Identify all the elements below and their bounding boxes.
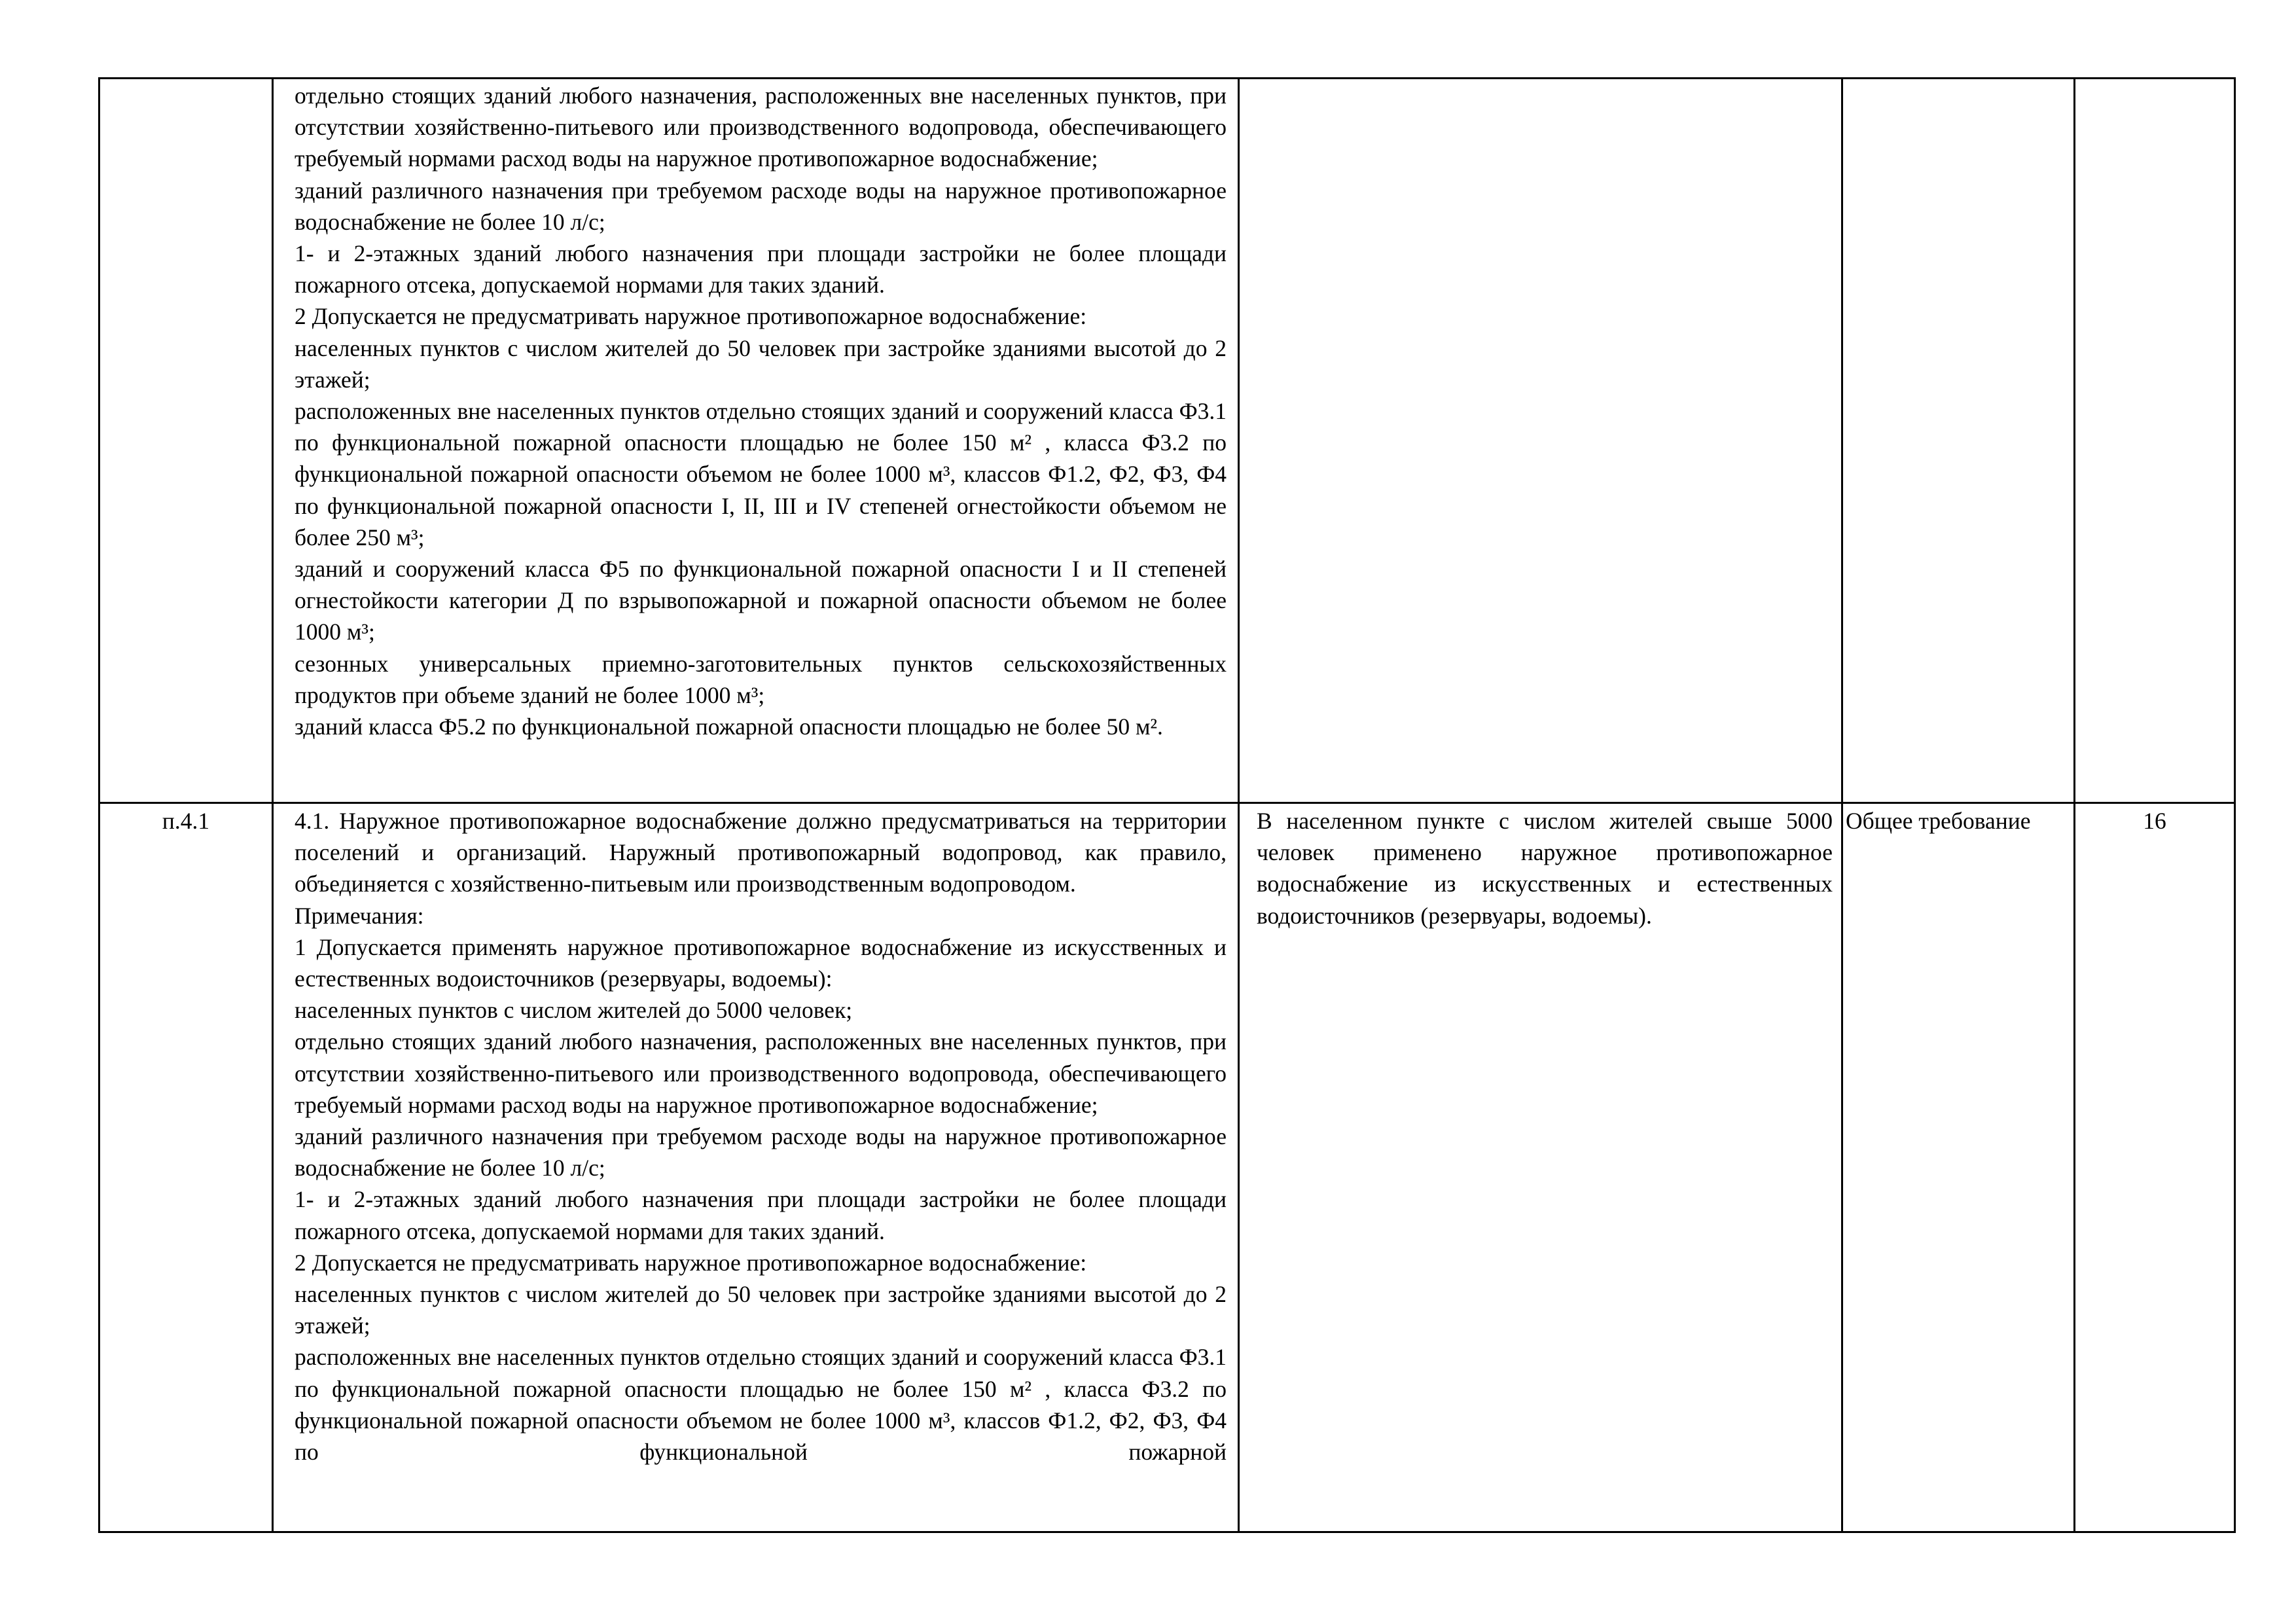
requirements-table — [98, 77, 2236, 1533]
requirement-paragraph: зданий и сооружений класса Ф5 по функциональной пожарной опасности I и II степеней огнестойкости категории Д по взрывопожарной и пожарной опасности объемом не более 1000 м³; — [295, 556, 1227, 645]
row-divider — [98, 802, 2236, 804]
requirement-paragraph: 4.1. Наружное противопожарное водоснабжение должно предусматриваться на территории поселений и организаций. Наружный противопожарный водопровод, как правило, объединяется с хозяйственно-питьевым или производственным водопроводом. — [295, 808, 1227, 897]
requirement-paragraph: расположенных вне населенных пунктов отдельно стоящих зданий и сооружений класса Ф3.1 по функциональной пожарной опасности площадью не более 150 м² , класса Ф3.2 по функциональной пожарной опасности объемом не более 1000 м³, классов Ф1.2, Ф2, Ф3, Ф4 по функциональной пожарной опасности I, II, III и IV степеней огнестойкости объемом не более 250 м³; — [295, 398, 1227, 550]
column-divider — [2073, 77, 2075, 1533]
table-row-1-ref-cell — [102, 81, 270, 800]
page-number: 16 — [2143, 808, 2166, 834]
requirement-paragraph: расположенных вне населенных пунктов отдельно стоящих зданий и сооружений класса Ф3.1 по функциональной пожарной опасности площадью не более 150 м² , класса Ф3.2 по функциональной пожарной опасности объемом не более 1000 м³, классов Ф1.2, Ф2, Ф3, Ф4 по функциональной пожарной — [295, 1344, 1227, 1466]
requirement-paragraph: 1 Допускается применять наружное противопожарное водоснабжение из искусственных и естественных водоисточников (резервуары, водоемы): — [295, 933, 1227, 992]
requirement-paragraph: отдельно стоящих зданий любого назначения, расположенных вне населенных пунктов, при отсутствии хозяйственно-питьевого или производственного водопровода, обеспечивающего требуемый нормами расход воды на наружное противопожарное водоснабжение; — [295, 82, 1227, 172]
requirement-paragraph: 1- и 2-этажных зданий любого назначения при площади застройки не более площади пожарного отсека, допускаемой нормами для таких зданий. — [295, 1186, 1227, 1244]
requirement-paragraph: населенных пунктов с числом жителей до 50 человек при застройке зданиями высотой до 2 этажей; — [295, 1281, 1227, 1339]
table-row-2-page-cell — [2077, 805, 2232, 1529]
column-divider — [1238, 77, 1240, 1533]
table-border-left — [98, 77, 100, 1533]
requirement-paragraph: 2 Допускается не предусматривать наружное противопожарное водоснабжение: — [295, 303, 1087, 330]
requirement-paragraph: зданий различного назначения при требуемом расходе воды на наружное противопожарное водоснабжение не более 10 л/с; — [295, 177, 1227, 235]
column-divider — [1841, 77, 1843, 1533]
column-divider — [272, 77, 274, 1533]
table-row-1-note-cell — [1846, 80, 2072, 800]
requirement-paragraph: населенных пунктов с числом жителей до 50 человек при застройке зданиями высотой до 2 этажей; — [295, 334, 1227, 393]
requirement-paragraph: отдельно стоящих зданий любого назначения, расположенных вне населенных пунктов, при отсутствии хозяйственно-питьевого или производственного водопровода, обеспечивающего требуемый нормами расход воды на наружное противопожарное водоснабжение; — [295, 1028, 1227, 1118]
requirement-paragraph: зданий различного назначения при требуемом расходе воды на наружное противопожарное водоснабжение не более 10 л/с; — [295, 1123, 1227, 1182]
table-row-1-page-cell — [2077, 80, 2232, 800]
requirement-type: Общее требование — [1846, 808, 2031, 834]
table-border-bottom — [98, 1531, 2236, 1533]
table-border-right — [2234, 77, 2236, 1533]
table-row-2-ref-cell — [102, 805, 270, 1529]
table-row-2-note-cell — [1846, 805, 2072, 1529]
table-border-top — [98, 77, 2236, 79]
table-row-1-requirement-cell — [295, 80, 1227, 800]
design-solution-text: В населенном пункте с числом жителей свыше 5000 человек применено наружное противопожарное водоснабжение из искусственных и естественных водоисточников (резервуары, водоемы). — [1257, 808, 1833, 929]
table-row-2-requirement-cell — [295, 805, 1227, 1529]
requirement-paragraph: 1- и 2-этажных зданий любого назначения при площади застройки не более площади пожарного отсека, допускаемой нормами для таких зданий. — [295, 240, 1227, 298]
requirement-paragraph: 2 Допускается не предусматривать наружное противопожарное водоснабжение: — [295, 1249, 1087, 1276]
table-row-2-solution-cell — [1257, 805, 1833, 1529]
requirement-paragraph: Примечания: — [295, 902, 424, 929]
table-row-1-solution-cell — [1257, 80, 1833, 800]
clause-reference: п.4.1 — [162, 808, 210, 834]
requirement-paragraph: зданий класса Ф5.2 по функциональной пожарной опасности площадью не более 50 м². — [295, 713, 1163, 740]
requirement-paragraph: сезонных универсальных приемно-заготовительных пунктов сельскохозяйственных продуктов при объеме зданий не более 1000 м³; — [295, 650, 1227, 708]
requirement-paragraph: населенных пунктов с числом жителей до 5000 человек; — [295, 997, 853, 1024]
